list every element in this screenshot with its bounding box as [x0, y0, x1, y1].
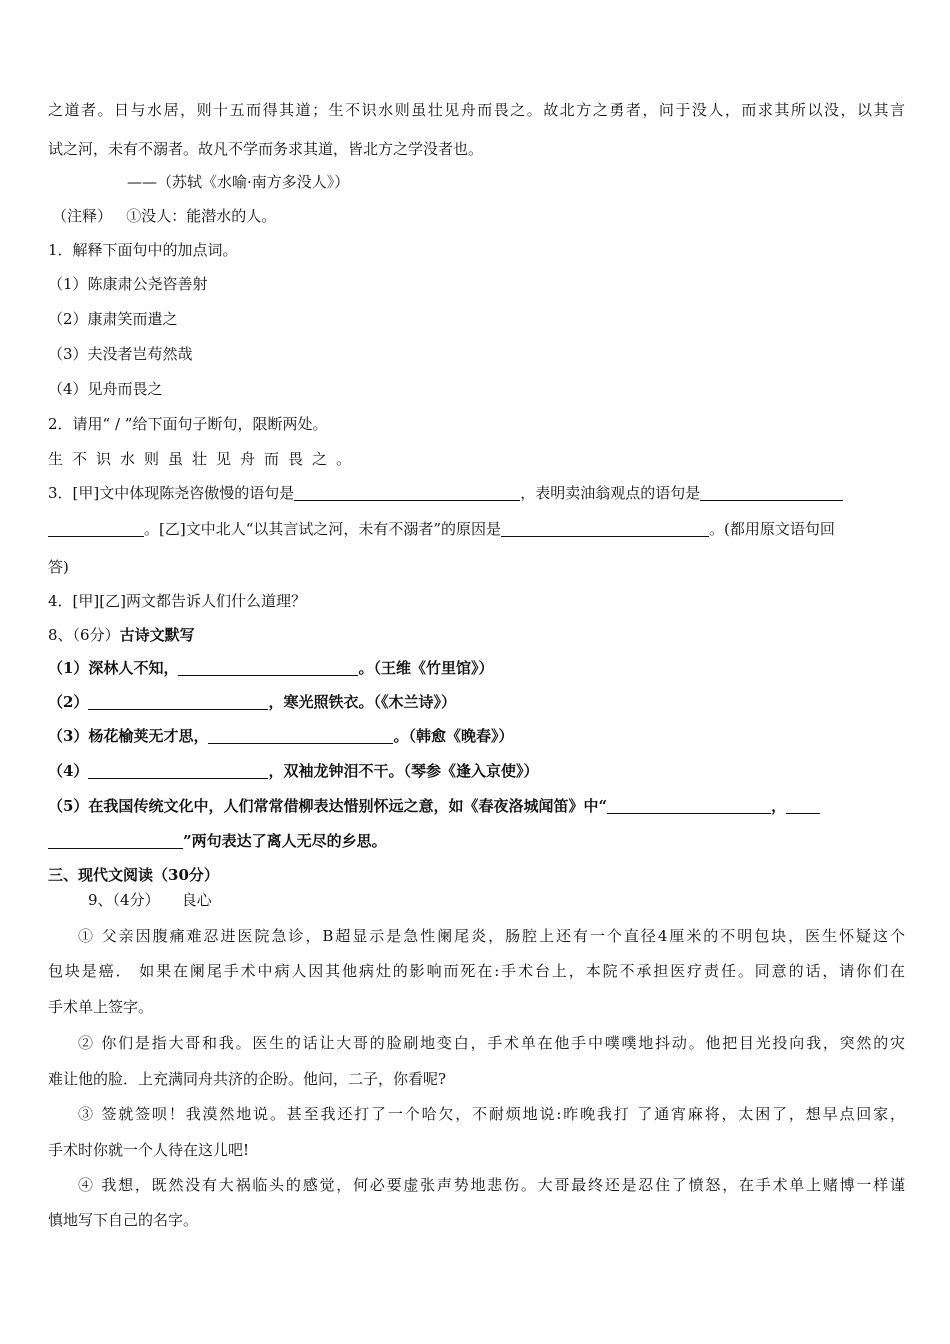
story-line: ③ 签就签呗！我漠然地说。甚至我还打了一个哈欠，不耐烦地说:昨晚我打 了通宵麻将，太困了，想早点回家， — [78, 1105, 905, 1123]
q8-text: ，寒光照铁衣。（《木兰诗》） — [268, 693, 456, 711]
question-2-title: 2．请用“ / ”给下面句子断句，限断两处。 — [48, 415, 328, 433]
story-line: ② 你们是指大哥和我。医生的话让大哥的脸刷地变白，手术单在他手中噗噗地抖动。他把目光投向我，突然的灾 — [78, 1034, 905, 1052]
q8-text: 。（韩愈《晚春》） — [393, 727, 514, 745]
q3-text: 3．[甲]文中体现陈尧咨傲慢的语句是 — [48, 484, 295, 502]
question-9-header — [88, 889, 905, 911]
answer-blank[interactable] — [178, 659, 358, 676]
q8-item-continued — [48, 830, 905, 852]
answer-blank[interactable] — [48, 520, 144, 537]
question-3-line: 答) — [48, 558, 69, 576]
question-1-title: 1．解释下面句中的加点词。 — [48, 241, 238, 259]
q9-label: 9、（4分） — [88, 891, 160, 909]
story-line: 难让他的脸．上充满同舟共济的企盼。他问，二子，你看呢? — [48, 1070, 447, 1088]
question-4: 4．[甲][乙]两文都告诉人们什么道理？ — [48, 592, 306, 610]
q8-item — [48, 657, 905, 679]
q8-item — [48, 795, 905, 817]
story-line: 手术单上签字。 — [48, 998, 154, 1016]
question-3-line — [48, 482, 905, 504]
section-title: 三、现代文阅读（30分） — [48, 866, 219, 884]
q8-text: ， — [771, 797, 787, 815]
question-8-header — [48, 624, 905, 646]
q3-text: ，表明卖油翁观点的语句是 — [520, 484, 701, 502]
passage-line: 试之河，未有不溺者。故凡不学而务求其道，皆北方之学没者也。 — [48, 140, 484, 158]
story-line: ④ 我想，既然没有大祸临头的感觉，何必要虚张声势地悲伤。大哥最终还是忍住了愤怒，在手术单上赌博一样谨 — [78, 1176, 905, 1194]
annotation-note: （注释） ①没人：能潜水的人。 — [52, 207, 277, 225]
q8-text: ，双袖龙钟泪不干。（琴参《逢入京使》） — [268, 762, 539, 780]
passage-line: 之道者。日与水居，则十五而得其道；生不识水则虽壮见舟而畏之。故北方之勇者，问于没人，而求其所以没，以其言 — [48, 101, 905, 119]
question-1-item: （4）见舟而畏之 — [48, 380, 163, 398]
answer-blank[interactable] — [48, 832, 183, 849]
story-line: ① 父亲因腹痛难忍进医院急诊，B超显示是急性阑尾炎，肠腔上还有一个直径4厘米的不明包块，医生怀疑这个 — [78, 927, 905, 945]
answer-blank[interactable] — [88, 693, 268, 710]
q8-text: （1）深林人不知， — [48, 659, 179, 677]
q8-text: （4） — [48, 762, 89, 780]
q8-text: ”两句表达了离人无尽的乡思。 — [183, 832, 387, 850]
answer-blank[interactable] — [607, 797, 771, 814]
q8-title: 古诗文默写 — [119, 626, 195, 644]
answer-blank[interactable] — [208, 727, 393, 744]
passage-source: ——（苏轼《水喻·南方多没人》） — [127, 173, 350, 191]
q3-text: 。[乙]文中北人“以其言试之河，未有不溺者”的原因是 — [144, 520, 502, 538]
q3-text: 。(都用原文语句回 — [709, 520, 835, 538]
question-1-item: （3）夫没者岂苟然哉 — [48, 345, 193, 363]
story-line: 包块是癌． 如果在阑尾手术中病人因其他病灶的影响而死在:手术台上，本院不承担医疗责任。同意的话，请你们在 — [48, 962, 905, 980]
story-title: 良心 — [181, 891, 212, 909]
question-2-sentence: 生不识水则虽壮见舟而畏之。 — [48, 450, 361, 468]
q8-text: 。（王维《竹里馆》） — [358, 659, 494, 677]
q8-item — [48, 725, 905, 747]
answer-blank[interactable] — [88, 762, 268, 779]
q8-text: （3）杨花榆荚无才思， — [48, 727, 209, 745]
answer-blank[interactable] — [501, 520, 709, 537]
answer-blank[interactable] — [786, 797, 820, 814]
answer-blank[interactable] — [700, 484, 843, 501]
question-1-item: （1）陈康肃公尧咨善射 — [48, 275, 208, 293]
q8-number: 8、（6分） — [48, 626, 120, 644]
q8-text: （2） — [48, 693, 89, 711]
q8-item — [48, 691, 905, 713]
question-3-line — [48, 518, 905, 540]
story-line: 慎地写下自己的名字。 — [48, 1211, 199, 1229]
q8-item — [48, 760, 905, 782]
q8-text: （5）在我国传统文化中，人们常常借柳表达惜别怀远之意，如《春夜洛城闻笛》中“ — [48, 797, 608, 815]
question-1-item: （2）康肃笑而遣之 — [48, 310, 178, 328]
story-line: 手术时你就一个人待在这儿吧! — [48, 1141, 250, 1159]
answer-blank[interactable] — [294, 484, 520, 501]
